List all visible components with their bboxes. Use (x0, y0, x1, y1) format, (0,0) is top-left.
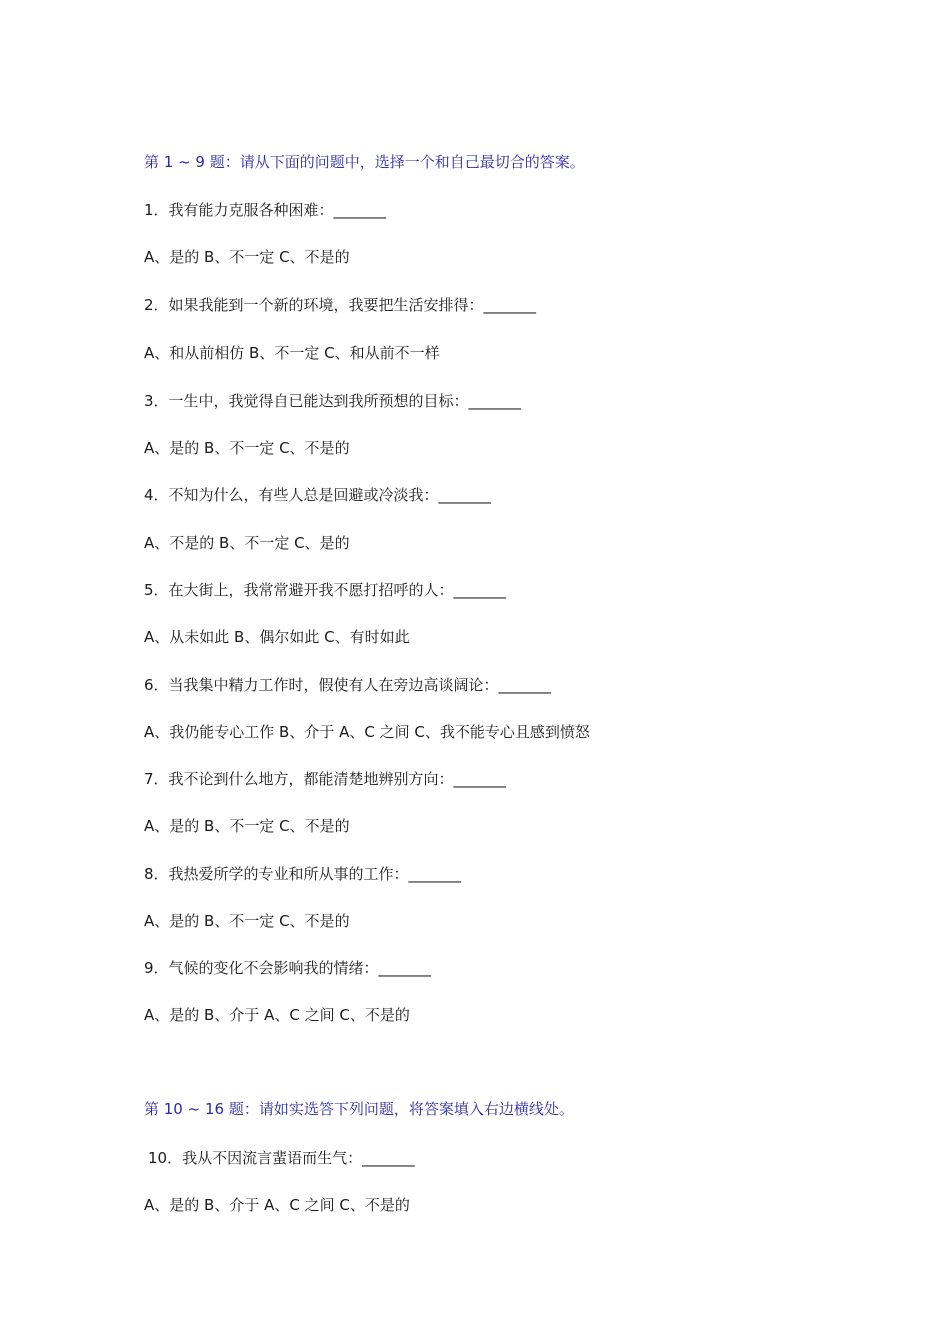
section-1-heading: 第 1 ~ 9 题：请从下面的问题中，选择一个和自己最切合的答案。 (144, 153, 585, 171)
question-10: 10．我从不因流言蜚语而生气：_______ (148, 1149, 415, 1167)
question-5: 5．在大街上，我常常避开我不愿打招呼的人：_______ (144, 581, 507, 599)
answer-options-8: A、是的 B、不一定 C、不是的 (144, 912, 350, 930)
answer-options-10: A、是的 B、介于 A、C 之间 C、不是的 (144, 1196, 410, 1214)
question-3: 3．一生中，我觉得自已能达到我所预想的目标：_______ (144, 392, 522, 410)
question-1: 1．我有能力克服各种困难：_______ (144, 201, 387, 219)
question-7: 7．我不论到什么地方，都能清楚地辨别方向：_______ (144, 770, 507, 788)
answer-options-2: A、和从前相仿 B、不一定 C、和从前不一样 (144, 344, 440, 362)
answer-options-6: A、我仍能专心工作 B、介于 A、C 之间 C、我不能专心且感到愤怒 (144, 723, 590, 741)
question-8: 8．我热爱所学的专业和所从事的工作：_______ (144, 865, 462, 883)
question-2: 2．如果我能到一个新的环境，我要把生活安排得：_______ (144, 296, 537, 314)
question-6: 6．当我集中精力工作时，假使有人在旁边高谈阔论：_______ (144, 676, 552, 694)
answer-options-7: A、是的 B、不一定 C、不是的 (144, 817, 350, 835)
section-2-heading: 第 10 ~ 16 题：请如实选答下列问题，将答案填入右边横线处。 (144, 1100, 574, 1118)
answer-options-5: A、从未如此 B、偶尔如此 C、有时如此 (144, 628, 410, 646)
answer-options-1: A、是的 B、不一定 C、不是的 (144, 248, 350, 266)
answer-options-4: A、不是的 B、不一定 C、是的 (144, 534, 350, 552)
answer-options-9: A、是的 B、介于 A、C 之间 C、不是的 (144, 1006, 410, 1024)
question-4: 4．不知为什么，有些人总是回避或冷淡我：_______ (144, 486, 492, 504)
question-9: 9．气候的变化不会影响我的情绪：_______ (144, 959, 432, 977)
answer-options-3: A、是的 B、不一定 C、不是的 (144, 439, 350, 457)
